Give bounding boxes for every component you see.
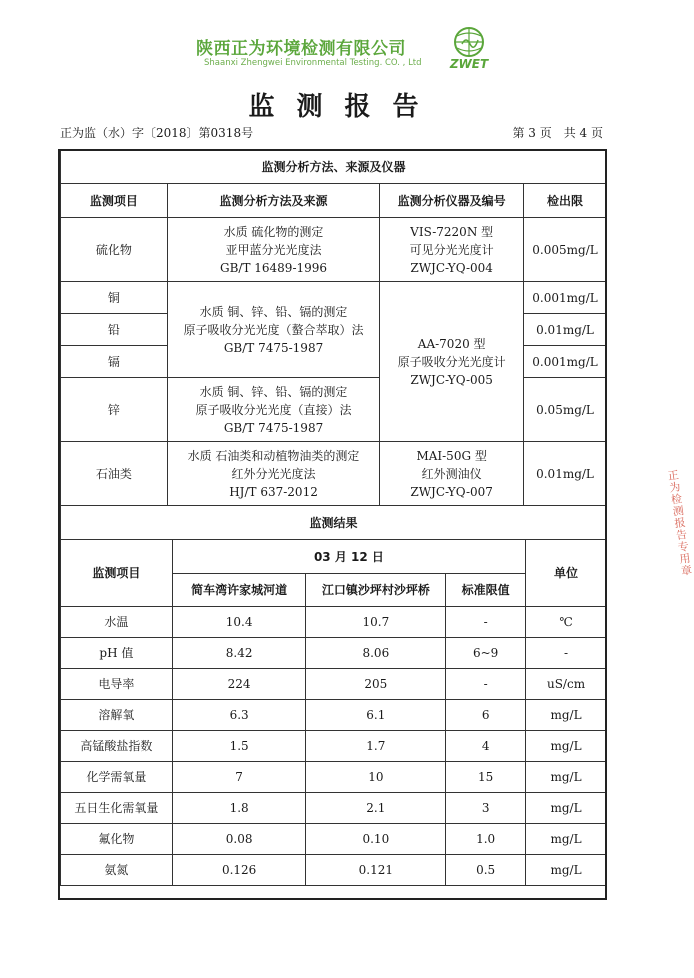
result-site2: 0.10 (306, 824, 446, 855)
table-row (61, 824, 607, 855)
method-instrument (380, 282, 524, 442)
result-item: 电导率 (61, 669, 173, 700)
table-row (61, 762, 607, 793)
result-standard: 3 (446, 793, 526, 824)
method-limit: 0.001mg/L (524, 282, 607, 314)
method-line: 红外分光光度法 (231, 466, 316, 481)
method-item: 铅 (61, 314, 168, 346)
method-line: GB/T 7475-1987 (223, 420, 324, 435)
result-item: 高锰酸盐指数 (61, 731, 173, 762)
method-instrument (380, 442, 524, 506)
header-method: 监测分析方法及来源 (167, 184, 380, 218)
instrument-line: 可见分光光度计 (409, 242, 494, 257)
result-unit: mg/L (526, 731, 607, 762)
result-site1: 0.08 (172, 824, 306, 855)
method-line: 水质 铜、锌、铅、镉的测定 (199, 304, 348, 319)
result-standard: 6 (446, 700, 526, 731)
table-row (61, 607, 607, 638)
result-site1: 8.42 (172, 638, 306, 669)
method-limit: 0.01mg/L (524, 442, 607, 506)
method-line: GB/T 16489-1996 (220, 260, 328, 275)
instrument-line: VIS-7220N 型 (410, 224, 494, 239)
result-item: 氟化物 (61, 824, 173, 855)
instrument-line: MAI-50G 型 (416, 448, 487, 463)
results-header-item: 监测项目 (61, 540, 173, 607)
result-site1: 224 (172, 669, 306, 700)
instrument-line: AA-7020 型 (417, 336, 486, 351)
table-row (61, 669, 607, 700)
result-site2: 1.7 (306, 731, 446, 762)
result-standard: 1.0 (446, 824, 526, 855)
result-item: pH 值 (61, 638, 173, 669)
result-site1: 1.8 (172, 793, 306, 824)
header-item: 监测项目 (61, 184, 168, 218)
instrument-line: 原子吸收分光光度计 (397, 354, 506, 369)
result-site1: 7 (172, 762, 306, 793)
method-line: 水质 石油类和动植物油类的测定 (187, 448, 360, 463)
result-site2: 8.06 (306, 638, 446, 669)
result-standard: 6~9 (446, 638, 526, 669)
table-row (61, 793, 607, 824)
method-line: GB/T 7475-1987 (223, 340, 324, 355)
result-item: 五日生化需氧量 (61, 793, 173, 824)
method-item: 铜 (61, 282, 168, 314)
results-header-unit: 单位 (526, 540, 607, 607)
company-name: 陕西正为环境检测有限公司 (196, 39, 406, 59)
result-standard: - (446, 669, 526, 700)
result-site2: 205 (306, 669, 446, 700)
letterhead (0, 22, 689, 72)
instrument-line: ZWJC-YQ-005 (410, 372, 493, 387)
globe-logo-icon (440, 22, 498, 70)
method-line: 原子吸收分光光度（直接）法 (195, 402, 352, 417)
result-site1: 1.5 (172, 731, 306, 762)
result-site2: 10 (306, 762, 446, 793)
result-unit: mg/L (526, 793, 607, 824)
result-site2: 10.7 (306, 607, 446, 638)
method-line: 亚甲蓝分光光度法 (225, 242, 322, 257)
instrument-line: 红外测油仪 (421, 466, 482, 481)
results-header-date: 03 月 12 日 (172, 540, 525, 574)
result-standard: 0.5 (446, 855, 526, 886)
table-row (61, 638, 607, 669)
method-source (167, 282, 380, 378)
result-site1: 6.3 (172, 700, 306, 731)
method-limit: 0.05mg/L (524, 378, 607, 442)
method-source (167, 378, 380, 442)
result-unit: mg/L (526, 700, 607, 731)
results-table (60, 505, 607, 886)
result-site2: 6.1 (306, 700, 446, 731)
method-limit: 0.001mg/L (524, 346, 607, 378)
results-header-site2: 江口镇沙坪村沙坪桥 (306, 574, 446, 607)
result-item: 化学需氧量 (61, 762, 173, 793)
company-name-en: Shaanxi Zhengwei Environmental Testing. CO. , Ltd (204, 58, 422, 68)
logo-text: ZWET (449, 57, 489, 71)
method-source (167, 442, 380, 506)
page-indicator: 第 3 页 共 4 页 (512, 126, 603, 140)
instrument-line: ZWJC-YQ-007 (410, 484, 493, 499)
result-unit: mg/L (526, 855, 607, 886)
seal-stamp: 正为检测报告专用章 (665, 468, 694, 578)
methods-table (60, 150, 607, 506)
report-title: 监测报告 (248, 92, 441, 122)
results-header-standard: 标准限值 (446, 574, 526, 607)
result-site1: 10.4 (172, 607, 306, 638)
result-standard: 4 (446, 731, 526, 762)
method-line: 水质 铜、锌、铅、镉的测定 (199, 384, 348, 399)
result-unit: mg/L (526, 762, 607, 793)
method-item: 石油类 (61, 442, 168, 506)
result-unit: ℃ (526, 607, 607, 638)
result-site2: 2.1 (306, 793, 446, 824)
result-item: 氨氮 (61, 855, 173, 886)
method-instrument (380, 218, 524, 282)
table-row (61, 855, 607, 886)
method-line: 水质 硫化物的测定 (223, 224, 324, 239)
results-header-site1: 简车湾许家城河道 (172, 574, 306, 607)
result-unit: mg/L (526, 824, 607, 855)
result-item: 溶解氧 (61, 700, 173, 731)
instrument-line: ZWJC-YQ-004 (410, 260, 493, 275)
result-standard: - (446, 607, 526, 638)
method-item: 锌 (61, 378, 168, 442)
methods-section-title: 监测分析方法、来源及仪器 (61, 151, 607, 184)
header-instrument: 监测分析仪器及编号 (380, 184, 524, 218)
method-source (167, 218, 380, 282)
method-line: 原子吸收分光光度（螯合萃取）法 (183, 322, 364, 337)
result-unit: - (526, 638, 607, 669)
table-row (61, 731, 607, 762)
result-unit: uS/cm (526, 669, 607, 700)
result-standard: 15 (446, 762, 526, 793)
document-number: 正为监（水）字〔2018〕第0318号 (60, 126, 254, 140)
method-limit: 0.01mg/L (524, 314, 607, 346)
header-limit: 检出限 (524, 184, 607, 218)
result-item: 水温 (61, 607, 173, 638)
result-site2: 0.121 (306, 855, 446, 886)
results-section-title: 监测结果 (61, 506, 607, 540)
result-site1: 0.126 (172, 855, 306, 886)
method-limit: 0.005mg/L (524, 218, 607, 282)
table-row (61, 700, 607, 731)
method-item: 镉 (61, 346, 168, 378)
method-line: HJ/T 637-2012 (229, 484, 318, 499)
method-item: 硫化物 (61, 218, 168, 282)
